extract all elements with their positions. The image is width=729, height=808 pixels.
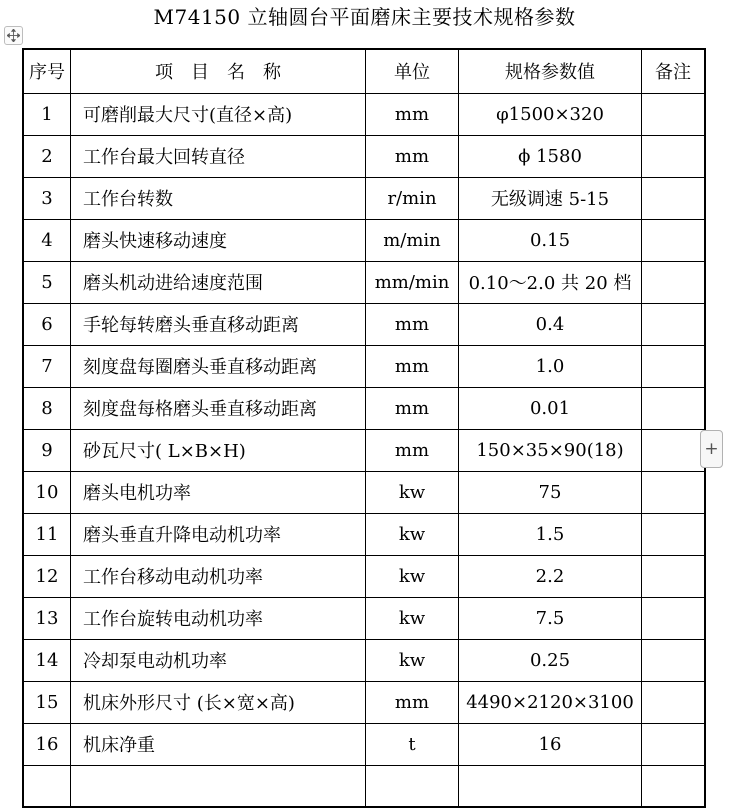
cell-no[interactable]: 6 xyxy=(23,303,71,345)
cell-no[interactable]: 1 xyxy=(23,93,71,135)
cell-note[interactable] xyxy=(642,471,706,513)
header-row xyxy=(23,49,705,93)
cell-value[interactable]: 0.4 xyxy=(459,303,642,345)
cell-value[interactable]: φ1500×320 xyxy=(459,93,642,135)
cell-no[interactable]: 15 xyxy=(23,681,71,723)
cell-note[interactable] xyxy=(642,555,706,597)
cell-value[interactable]: 无级调速 5-15 xyxy=(459,177,642,219)
cell-item[interactable]: 工作台旋转电动机功率 xyxy=(71,597,366,639)
cell-value[interactable] xyxy=(459,765,642,807)
table-row xyxy=(23,177,705,219)
cell-item[interactable]: 刻度盘每格磨头垂直移动距离 xyxy=(71,387,366,429)
cell-item[interactable]: 冷却泵电动机功率 xyxy=(71,639,366,681)
cell-value[interactable]: 4490×2120×3100 xyxy=(459,681,642,723)
cell-item[interactable]: 可磨削最大尺寸(直径×高) xyxy=(71,93,366,135)
cell-unit[interactable]: kw xyxy=(366,639,459,681)
cell-note[interactable] xyxy=(642,765,706,807)
cell-note[interactable] xyxy=(642,345,706,387)
table-row xyxy=(23,723,705,765)
table-row xyxy=(23,639,705,681)
cell-item[interactable]: 磨头快速移动速度 xyxy=(71,219,366,261)
cell-value[interactable]: 75 xyxy=(459,471,642,513)
cell-item[interactable]: 磨头垂直升降电动机功率 xyxy=(71,513,366,555)
table-row xyxy=(23,93,705,135)
table-row xyxy=(23,135,705,177)
cell-item[interactable]: 工作台移动电动机功率 xyxy=(71,555,366,597)
cell-value[interactable]: 150×35×90(18) xyxy=(459,429,642,471)
cell-unit[interactable]: kw xyxy=(366,597,459,639)
cell-note[interactable] xyxy=(642,261,706,303)
cell-value[interactable]: 7.5 xyxy=(459,597,642,639)
table-row xyxy=(23,471,705,513)
cell-unit[interactable]: r/min xyxy=(366,177,459,219)
cell-note[interactable] xyxy=(642,597,706,639)
table-body xyxy=(23,93,705,807)
cell-unit[interactable]: mm xyxy=(366,681,459,723)
add-row-button[interactable]: + xyxy=(700,430,723,468)
cell-value[interactable]: 0.01 xyxy=(459,387,642,429)
column-header[interactable]: 备注 xyxy=(642,49,706,93)
column-header[interactable]: 序号 xyxy=(23,49,71,93)
cell-unit[interactable]: kw xyxy=(366,471,459,513)
column-header[interactable]: 单位 xyxy=(366,49,459,93)
cell-value[interactable]: 0.10～2.0 共 20 档 xyxy=(459,261,642,303)
cell-unit[interactable]: t xyxy=(366,723,459,765)
spec-table xyxy=(22,48,706,808)
cell-unit[interactable]: mm xyxy=(366,135,459,177)
cell-unit[interactable]: mm xyxy=(366,387,459,429)
document-title[interactable]: M74150 立轴圆台平面磨床主要技术规格参数 xyxy=(153,5,576,29)
table-row-partial xyxy=(23,765,705,807)
column-header[interactable]: 规格参数值 xyxy=(459,49,642,93)
table-row xyxy=(23,429,705,471)
cell-note[interactable] xyxy=(642,723,706,765)
cell-note[interactable] xyxy=(642,681,706,723)
cell-unit[interactable]: kw xyxy=(366,555,459,597)
table-row xyxy=(23,597,705,639)
cell-value[interactable]: 0.15 xyxy=(459,219,642,261)
table-row xyxy=(23,555,705,597)
table-row xyxy=(23,219,705,261)
cell-value[interactable]: ϕ 1580 xyxy=(459,135,642,177)
cell-value[interactable]: 2.2 xyxy=(459,555,642,597)
cell-no[interactable]: 11 xyxy=(23,513,71,555)
cell-no[interactable]: 5 xyxy=(23,261,71,303)
cell-unit[interactable]: mm/min xyxy=(366,261,459,303)
cell-value[interactable]: 16 xyxy=(459,723,642,765)
table-row xyxy=(23,261,705,303)
cell-item[interactable]: 磨头机动进给速度范围 xyxy=(71,261,366,303)
cell-unit[interactable] xyxy=(366,765,459,807)
cell-item[interactable]: 刻度盘每圈磨头垂直移动距离 xyxy=(71,345,366,387)
cell-no[interactable]: 12 xyxy=(23,555,71,597)
move-cross-icon xyxy=(7,29,20,42)
cell-no[interactable]: 3 xyxy=(23,177,71,219)
table-row xyxy=(23,303,705,345)
cell-unit[interactable]: kw xyxy=(366,513,459,555)
cell-note[interactable] xyxy=(642,303,706,345)
cell-unit[interactable]: m/min xyxy=(366,219,459,261)
cell-item[interactable]: 工作台最大回转直径 xyxy=(71,135,366,177)
cell-value[interactable]: 0.25 xyxy=(459,639,642,681)
column-header[interactable]: 项 目 名 称 xyxy=(71,49,366,93)
cell-note[interactable] xyxy=(642,177,706,219)
cell-value[interactable]: 1.0 xyxy=(459,345,642,387)
cell-note[interactable] xyxy=(642,513,706,555)
cell-no[interactable]: 8 xyxy=(23,387,71,429)
cell-note[interactable] xyxy=(642,135,706,177)
cell-no[interactable]: 16 xyxy=(23,723,71,765)
table-row xyxy=(23,681,705,723)
table-move-handle[interactable] xyxy=(4,26,23,45)
cell-note[interactable] xyxy=(642,387,706,429)
cell-item[interactable]: 磨头电机功率 xyxy=(71,471,366,513)
table-row xyxy=(23,345,705,387)
cell-item[interactable]: 砂瓦尺寸( L×B×H) xyxy=(71,429,366,471)
cell-no[interactable]: 7 xyxy=(23,345,71,387)
cell-item[interactable]: 机床净重 xyxy=(71,723,366,765)
cell-item[interactable]: 手轮每转磨头垂直移动距离 xyxy=(71,303,366,345)
cell-no[interactable] xyxy=(23,765,71,807)
cell-no[interactable]: 10 xyxy=(23,471,71,513)
cell-no[interactable]: 4 xyxy=(23,219,71,261)
cell-note[interactable] xyxy=(642,93,706,135)
table-row xyxy=(23,387,705,429)
table-row xyxy=(23,513,705,555)
cell-note[interactable] xyxy=(642,429,706,471)
cell-unit[interactable]: mm xyxy=(366,345,459,387)
cell-value[interactable]: 1.5 xyxy=(459,513,642,555)
cell-no[interactable]: 2 xyxy=(23,135,71,177)
cell-unit[interactable]: mm xyxy=(366,93,459,135)
cell-unit[interactable]: mm xyxy=(366,429,459,471)
cell-item[interactable]: 工作台转数 xyxy=(71,177,366,219)
cell-item[interactable]: 机床外形尺寸 (长×宽×高) xyxy=(71,681,366,723)
cell-no[interactable]: 9 xyxy=(23,429,71,471)
cell-item[interactable] xyxy=(71,765,366,807)
cell-note[interactable] xyxy=(642,639,706,681)
cell-no[interactable]: 13 xyxy=(23,597,71,639)
cell-no[interactable]: 14 xyxy=(23,639,71,681)
cell-unit[interactable]: mm xyxy=(366,303,459,345)
cell-note[interactable] xyxy=(642,219,706,261)
